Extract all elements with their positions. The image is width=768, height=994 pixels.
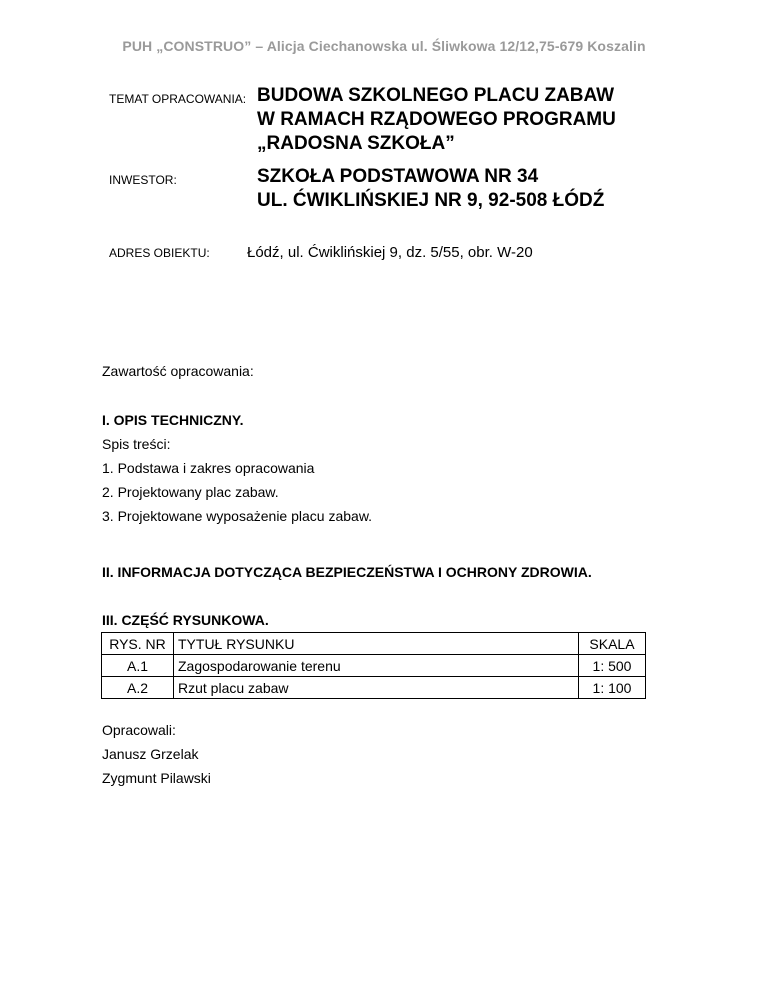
author-name: Zygmunt Pilawski [102,770,211,786]
topic-line-1: BUDOWA SZKOLNEGO PLACU ZABAW [257,85,615,106]
section-1-title: I. OPIS TECHNICZNY. [102,412,244,428]
table-cell: Zagospodarowanie terenu [174,655,579,677]
table-cell: 1: 100 [579,677,646,699]
section-1 [102,408,372,528]
authors-label: Opracowali: [102,722,176,738]
section-3-title: III. CZĘŚĆ RYSUNKOWA. [102,612,269,628]
table-cell: 1: 500 [579,655,646,677]
table-header-cell: TYTUŁ RYSUNKU [174,633,579,655]
investor-line-1: SZKOŁA PODSTAWOWA NR 34 [257,166,539,187]
address-value: Łódź, ul. Ćwiklińskiej 9, dz. 5/55, obr. W-20 [247,244,533,261]
table-cell: Rzut placu zabaw [174,677,579,699]
toc-label: Spis treści: [102,436,171,452]
investor-line-2: UL. ĆWIKLIŃSKIEJ NR 9, 92-508 ŁÓDŹ [257,190,605,211]
investor-value [257,165,604,213]
toc-item: 2. Projektowany plac zabaw. [102,484,279,500]
toc-item: 1. Podstawa i zakres opracowania [102,460,315,476]
section-2-title: II. INFORMACJA DOTYCZĄCA BEZPIECZEŃSTWA I OCHRONY ZDROWIA. [102,564,592,580]
authors [102,718,211,790]
table-cell: A.2 [102,677,174,699]
table-row [102,677,646,699]
drawings-table [101,632,646,699]
topic-line-2: W RAMACH RZĄDOWEGO PROGRAMU [257,109,616,130]
page-header: PUH „CONSTRUO” – Alicja Ciechanowska ul. Śliwkowa 12/12,75-679 Koszalin [122,38,646,54]
topic-title [257,84,616,156]
topic-label: TEMAT OPRACOWANIA: [109,92,247,106]
author-name: Janusz Grzelak [102,746,199,762]
investor-label: INWESTOR: [109,173,177,187]
table-header-cell: RYS. NR [102,633,174,655]
toc-item: 3. Projektowane wyposażenie placu zabaw. [102,508,373,524]
topic-line-3: „RADOSNA SZKOŁA” [257,133,455,154]
address-label: ADRES OBIEKTU: [109,246,210,260]
table-cell: A.1 [102,655,174,677]
table-header-cell: SKALA [579,633,646,655]
contents-heading: Zawartość opracowania: [102,363,254,379]
table-row [102,655,646,677]
table-header-row [102,633,646,655]
